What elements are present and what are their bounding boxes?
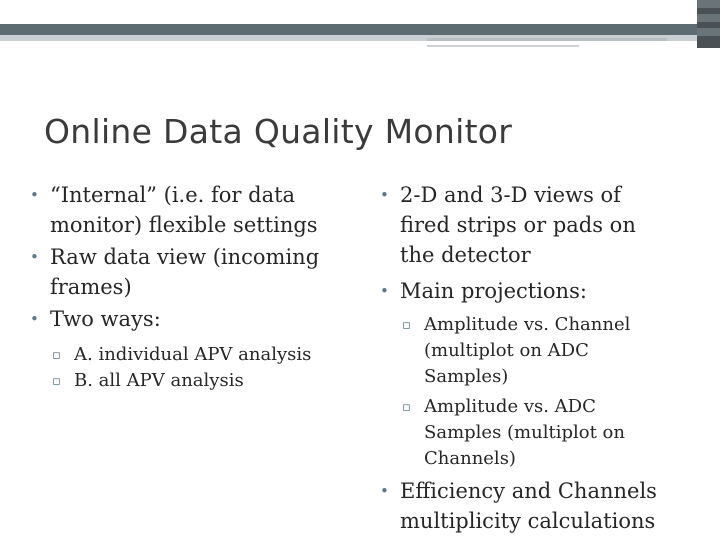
list-item: • Efficiency and Channels multiplicity calculations [378,476,668,536]
list-item: • Raw data view (incoming frames) [28,242,348,302]
sub-list-item: ▫ Amplitude vs. ADC Samples (multiplot on Channels) [402,396,625,469]
bullet-icon: • [380,282,389,300]
right-column [378,180,668,542]
sub-list-item: ▫ B. all APV analysis [50,368,348,394]
list-item: • “Internal” (i.e. for data monitor) flexible settings [28,180,348,240]
header-rule-short [427,45,579,47]
slide-title: Online Data Quality Monitor [44,112,513,151]
list-item: • Main projections: [378,276,668,306]
bullet-icon: • [30,310,39,328]
sub-bullet-icon: ▫ [402,318,411,333]
left-column [28,180,348,394]
bullet-icon: • [30,186,39,204]
sub-bullet-icon: ▫ [52,374,61,389]
header-band [0,24,720,35]
sub-bullet-icon: ▫ [52,348,61,363]
list-item: • 2-D and 3-D views of fired strips or pads on the detector [378,180,668,270]
bullet-icon: • [380,482,389,500]
sub-list-item: ▫ A. individual APV analysis [50,342,348,368]
sub-list-item: ▫ Amplitude vs. Channel (multiplot on ADC Samples) [402,314,631,387]
bullet-icon: • [380,186,389,204]
header-rule [427,38,667,41]
bullet-icon: • [30,248,39,266]
sub-bullet-icon: ▫ [402,400,411,415]
corner-accent [697,0,720,48]
header-strip [0,0,720,24]
list-item: • Two ways: [28,304,348,334]
